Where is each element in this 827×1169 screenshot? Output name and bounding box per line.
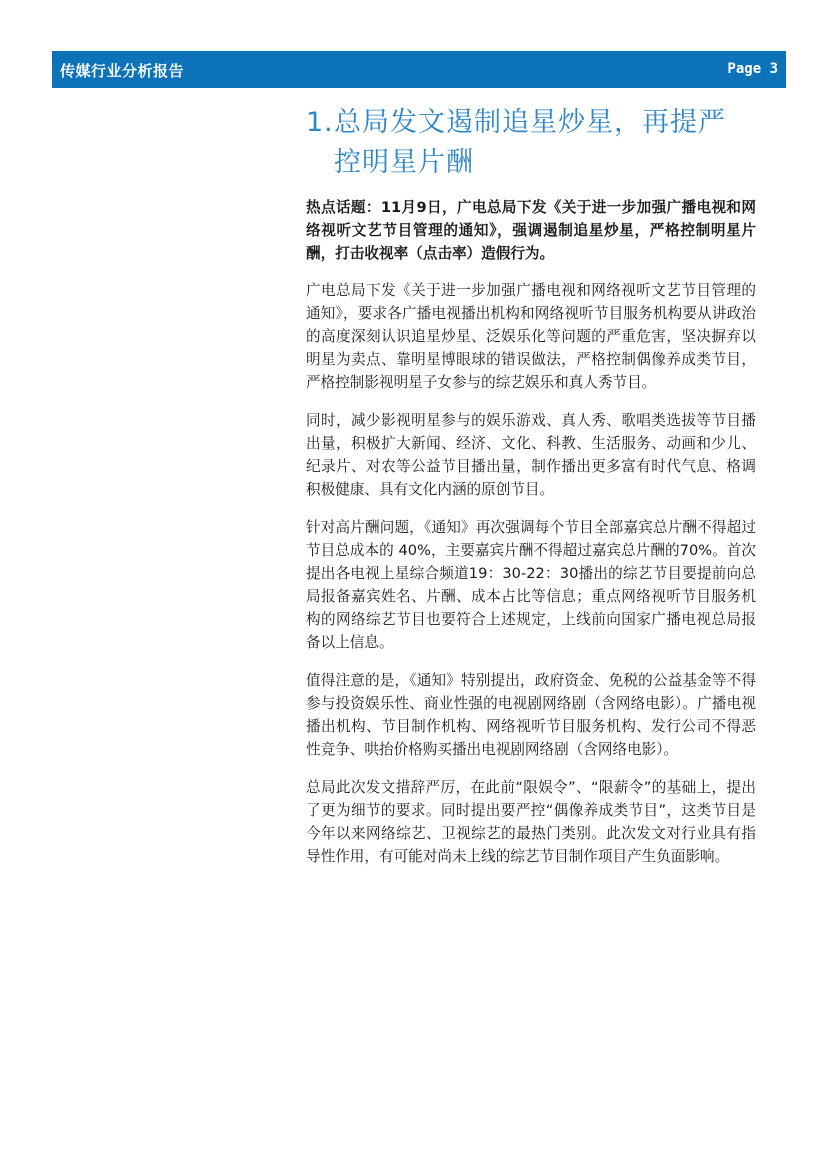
section-title-line1: 总局发文遏制追星炒星，再提严 — [334, 107, 726, 138]
report-title: 传媒行业分析报告 — [60, 62, 185, 80]
section-heading — [306, 103, 746, 183]
paragraph: 广电总局下发《关于进一步加强广播电视和网络视听文艺节目管理的通知》，要求各广播电视播出机构和网络视听节目服务机构要从讲政治的高度深刻认识追星炒星、泛娱乐化等问题的严重危害，坚决摒弃以明星为卖点、靠明星博眼球的错误做法，严格控制偶像养成类节目，严格控制影视明星子女参与的综艺娱乐和真人秀节目。 — [306, 282, 756, 391]
page-number: Page 3 — [727, 61, 778, 77]
section-number: 1. — [306, 107, 334, 138]
section-title-line2: 控明星片酬 — [334, 147, 474, 178]
paragraph: 针对高片酬问题，《通知》再次强调每个节目全部嘉宾总片酬不得超过节目总成本的 40%，主要嘉宾片酬不得超过嘉宾总片酬的70%。首次提出各电视上星综合频道19：30-22：30播出的综艺节目要提前向总局报备嘉宾姓名、片酬、成本占比等信息；重点网络视听节目服务机构的网络综艺节目也要符合上述规定，上线前向国家广播电视总局报备以上信息。 — [306, 519, 756, 651]
paragraph: 同时，减少影视明星参与的娱乐游戏、真人秀、歌唱类选拔等节目播出量，积极扩大新闻、经济、文化、科教、生活服务、动画和少儿、纪录片、对农等公益节目播出量，制作播出更多富有时代气息、格调积极健康、具有文化内涵的原创节目。 — [306, 412, 756, 498]
header-bar — [52, 51, 786, 88]
paragraph: 总局此次发文措辞严厉，在此前“限娱令”、“限薪令”的基础上，提出了更为细节的要求。同时提出要严控“偶像养成类节目”，这类节目是今年以来网络综艺、卫视综艺的最热门类别。此次发文对行业具有指导性作用，有可能对尚未上线的综艺节目制作项目产生负面影响。 — [306, 779, 756, 865]
article-body — [306, 196, 756, 883]
paragraph: 值得注意的是，《通知》特别提出，政府资金、免税的公益基金等不得参与投资娱乐性、商业性强的电视剧网络剧（含网络电影）。广播电视播出机构、节目制作机构、网络视听节目服务机构、发行公司不得恶性竞争、哄抬价格购买播出电视剧网络剧（含网络电影）。 — [306, 672, 756, 758]
hot-topic: 热点话题：11月9日，广电总局下发《关于进一步加强广播电视和网络视听文艺节目管理的通知》，强调遏制追星炒星，严格控制明星片酬，打击收视率（点击率）造假行为。 — [306, 199, 756, 262]
